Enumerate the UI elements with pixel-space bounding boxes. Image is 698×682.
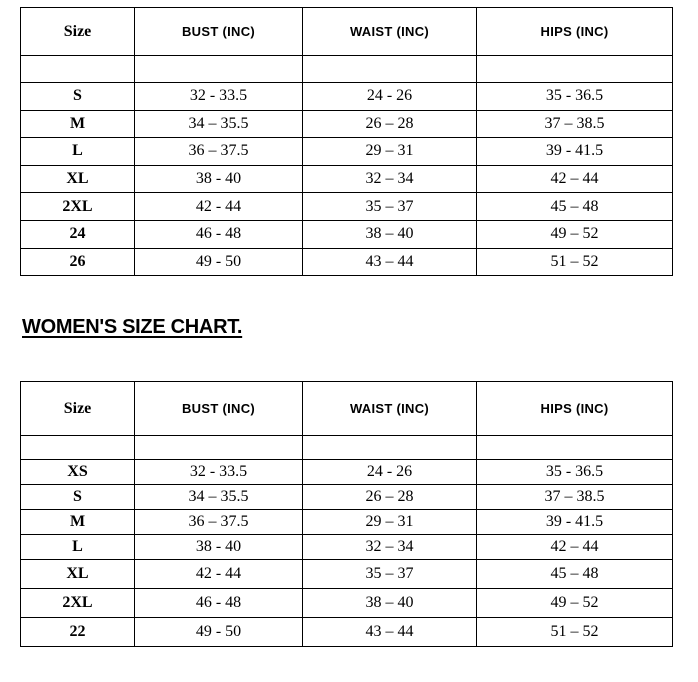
- table-row: [21, 560, 673, 589]
- hips-cell: 51 – 52: [477, 618, 673, 647]
- blank-cell: [135, 436, 303, 460]
- size-cell: XL: [21, 165, 135, 193]
- size-cell: 24: [21, 220, 135, 248]
- bust-cell: 42 - 44: [135, 193, 303, 221]
- waist-cell: 26 – 28: [303, 485, 477, 510]
- hips-cell: 37 – 38.5: [477, 110, 673, 138]
- header-bust: BUST (INC): [135, 382, 303, 436]
- size-cell: M: [21, 510, 135, 535]
- table-row: [21, 220, 673, 248]
- blank-cell: [21, 56, 135, 83]
- header-waist: WAIST (INC): [303, 382, 477, 436]
- size-cell: M: [21, 110, 135, 138]
- size-cell: 2XL: [21, 589, 135, 618]
- hips-cell: 42 – 44: [477, 165, 673, 193]
- bust-cell: 34 – 35.5: [135, 485, 303, 510]
- waist-cell: 29 – 31: [303, 510, 477, 535]
- waist-cell: 43 – 44: [303, 248, 477, 276]
- bust-cell: 42 - 44: [135, 560, 303, 589]
- blank-cell: [477, 56, 673, 83]
- bust-cell: 32 - 33.5: [135, 83, 303, 111]
- header-bust: BUST (INC): [135, 8, 303, 56]
- waist-cell: 24 - 26: [303, 83, 477, 111]
- hips-cell: 35 - 36.5: [477, 83, 673, 111]
- bust-cell: 38 - 40: [135, 535, 303, 560]
- header-size: Size: [21, 382, 135, 436]
- table-row: [21, 618, 673, 647]
- bust-cell: 49 - 50: [135, 248, 303, 276]
- header-hips: HIPS (INC): [477, 8, 673, 56]
- size-cell: S: [21, 83, 135, 111]
- bust-cell: 46 - 48: [135, 589, 303, 618]
- size-cell: 26: [21, 248, 135, 276]
- hips-cell: 35 - 36.5: [477, 460, 673, 485]
- blank-row: [21, 56, 673, 83]
- bust-cell: 36 – 37.5: [135, 510, 303, 535]
- waist-cell: 43 – 44: [303, 618, 477, 647]
- hips-cell: 39 - 41.5: [477, 138, 673, 166]
- table-row: [21, 193, 673, 221]
- waist-cell: 26 – 28: [303, 110, 477, 138]
- header-waist: WAIST (INC): [303, 8, 477, 56]
- bust-cell: 32 - 33.5: [135, 460, 303, 485]
- blank-cell: [303, 436, 477, 460]
- table-row: [21, 138, 673, 166]
- table-row: [21, 510, 673, 535]
- size-table-1: [20, 7, 673, 276]
- size-cell: XS: [21, 460, 135, 485]
- bust-cell: 49 - 50: [135, 618, 303, 647]
- hips-cell: 45 – 48: [477, 560, 673, 589]
- header-hips: HIPS (INC): [477, 382, 673, 436]
- blank-row: [21, 436, 673, 460]
- size-cell: S: [21, 485, 135, 510]
- waist-cell: 32 – 34: [303, 535, 477, 560]
- table-row: [21, 165, 673, 193]
- hips-cell: 49 – 52: [477, 220, 673, 248]
- table-header-row: [21, 8, 673, 56]
- waist-cell: 29 – 31: [303, 138, 477, 166]
- bust-cell: 36 – 37.5: [135, 138, 303, 166]
- header-size: Size: [21, 8, 135, 56]
- waist-cell: 35 – 37: [303, 560, 477, 589]
- blank-cell: [21, 436, 135, 460]
- size-cell: 2XL: [21, 193, 135, 221]
- size-cell: 22: [21, 618, 135, 647]
- hips-cell: 45 – 48: [477, 193, 673, 221]
- blank-cell: [303, 56, 477, 83]
- size-cell: L: [21, 535, 135, 560]
- waist-cell: 38 – 40: [303, 589, 477, 618]
- waist-cell: 24 - 26: [303, 460, 477, 485]
- hips-cell: 51 – 52: [477, 248, 673, 276]
- blank-cell: [135, 56, 303, 83]
- bust-cell: 34 – 35.5: [135, 110, 303, 138]
- table-row: [21, 589, 673, 618]
- table-row: [21, 535, 673, 560]
- hips-cell: 37 – 38.5: [477, 485, 673, 510]
- table-header-row: [21, 382, 673, 436]
- table-row: [21, 460, 673, 485]
- table-row: [21, 83, 673, 111]
- size-cell: L: [21, 138, 135, 166]
- blank-cell: [477, 436, 673, 460]
- waist-cell: 38 – 40: [303, 220, 477, 248]
- size-table-2: [20, 381, 673, 647]
- hips-cell: 49 – 52: [477, 589, 673, 618]
- table-row: [21, 485, 673, 510]
- size-cell: XL: [21, 560, 135, 589]
- waist-cell: 32 – 34: [303, 165, 477, 193]
- table-row: [21, 248, 673, 276]
- waist-cell: 35 – 37: [303, 193, 477, 221]
- bust-cell: 46 - 48: [135, 220, 303, 248]
- section-title: WOMEN'S SIZE CHART.: [22, 316, 243, 338]
- bust-cell: 38 - 40: [135, 165, 303, 193]
- table-row: [21, 110, 673, 138]
- hips-cell: 39 - 41.5: [477, 510, 673, 535]
- hips-cell: 42 – 44: [477, 535, 673, 560]
